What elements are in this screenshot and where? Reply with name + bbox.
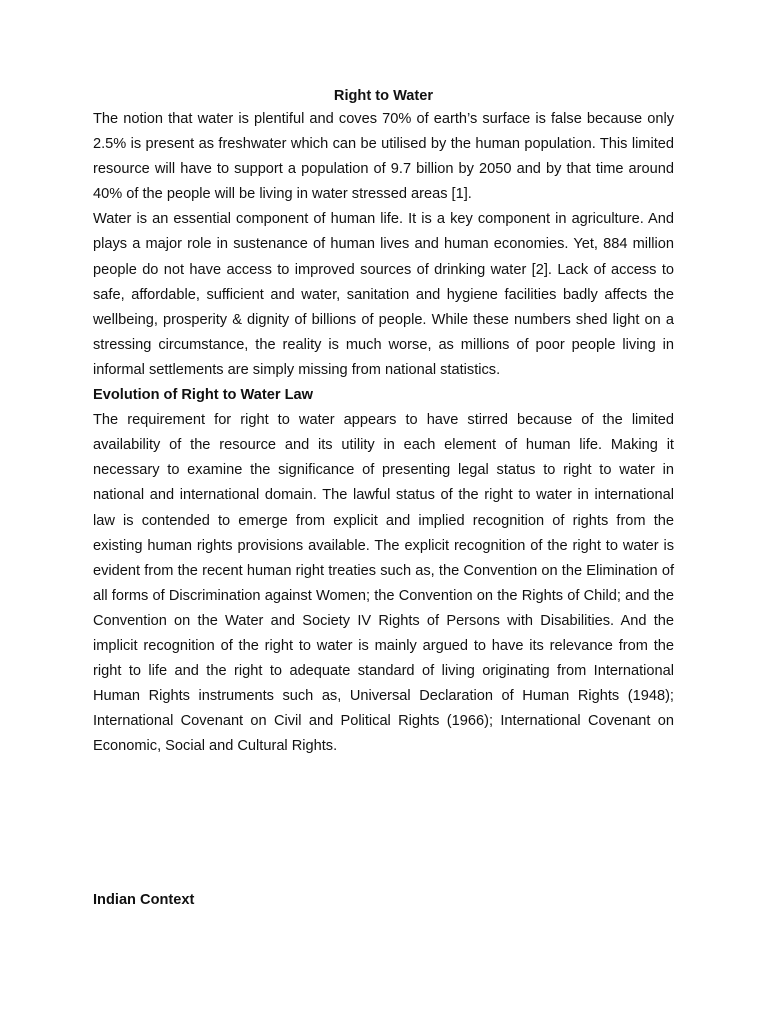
section-heading-evolution: Evolution of Right to Water Law — [93, 387, 313, 404]
section-body-evolution: The requirement for right to water appears to have stirred because of the limited availability of the resource and its utility in each element of human life. Making it necessary to examine the significance of presenting legal status to right to water in national and international domain. The lawful status of the right to water in international law is contended to emerge from explicit and implied recognition of rights from the existing human rights provisions available. The explicit recognition of the right to water is evident from the recent human right treaties such as, the Convention on the Elimination of all forms of Discrimination against Women; the Convention on the Rights of Child; and the Convention on the Water and Society IV Rights of Persons with Disabilities. And the implicit recognition of the right to water is mainly argued to have its relevance from the right to life and the right to adequate standard of living originating from International Human Rights instruments such as, Universal Declaration of Human Rights (1948); International Covenant on Civil and Political Rights (1966); International Covenant on Economic, Social and Cultural Rights. — [93, 412, 674, 755]
intro-paragraph-2: Water is an essential component of human life. It is a key component in agriculture. And plays a major role in sustenance of human lives and human economies. Yet, 884 million people do not have access to improved sources of drinking water [2]. Lack of access to safe, affordable, sufficient and water, sanitation and hygiene facilities badly affects the wellbeing, prosperity & dignity of billions of people. While these numbers shed light on a stressing circumstance, the reality is much worse, as millions of poor people living in informal settlements are simply missing from national statistics. — [93, 211, 674, 378]
document-title: Right to Water — [333, 88, 434, 104]
document-content — [93, 86, 674, 759]
section-heading-indian-context: Indian Context — [93, 892, 195, 908]
intro-paragraph-1: The notion that water is plentiful and coves 70% of earth’s surface is false because only 2.5% is present as freshwater which can be utilised by the human population. This limited resource will have to support a population of 9.7 billion by 2050 and by that time around 40% of the people will be living in water stressed areas [1]. — [93, 111, 674, 203]
